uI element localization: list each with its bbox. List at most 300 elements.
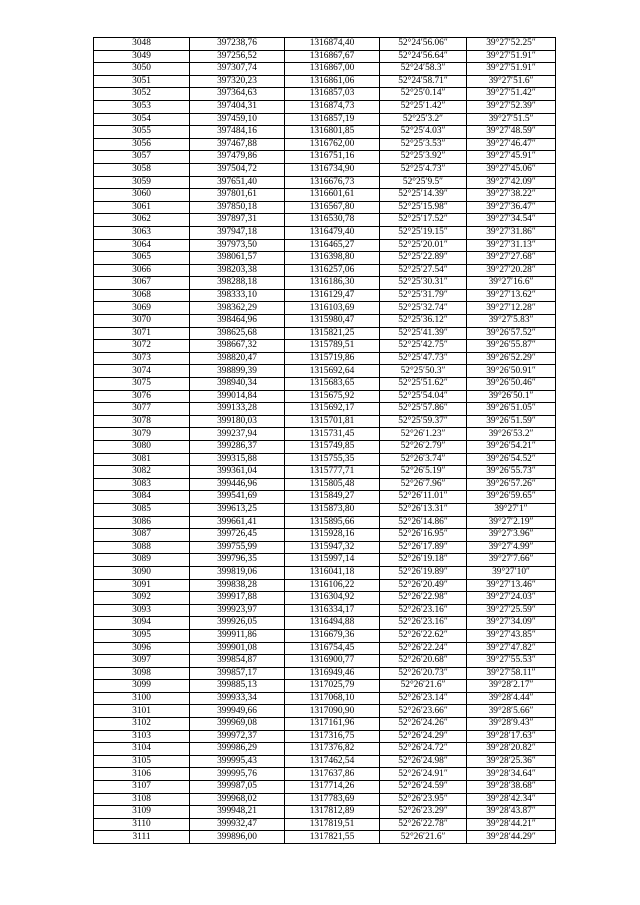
latitude-cell: 52°26′11.01″	[380, 491, 467, 504]
point-number-cell: 3108	[94, 793, 190, 806]
x-coordinate-cell: 399361,04	[190, 466, 285, 479]
point-number-cell: 3056	[94, 138, 190, 151]
point-number-cell: 3079	[94, 428, 190, 441]
latitude-cell: 52°26′23.95″	[380, 793, 467, 806]
x-coordinate-cell: 399896,00	[190, 831, 285, 844]
latitude-cell: 52°25′32.74″	[380, 302, 467, 315]
table-row	[94, 113, 556, 126]
longitude-cell: 39°28′44.29″	[467, 831, 556, 844]
latitude-cell: 52°25′54.04″	[380, 390, 467, 403]
table-row	[94, 692, 556, 705]
point-number-cell: 3077	[94, 403, 190, 416]
point-number-cell: 3070	[94, 315, 190, 328]
longitude-cell: 39°26′51.59″	[467, 415, 556, 428]
x-coordinate-cell: 399932,47	[190, 818, 285, 831]
table-row	[94, 466, 556, 479]
table-row	[94, 163, 556, 176]
longitude-cell: 39°27′4.99″	[467, 541, 556, 554]
y-coordinate-cell: 1316257,06	[285, 264, 380, 277]
x-coordinate-cell: 398288,18	[190, 277, 285, 290]
point-number-cell: 3067	[94, 277, 190, 290]
table-row	[94, 151, 556, 164]
longitude-cell: 39°27′47.82″	[467, 642, 556, 655]
x-coordinate-cell: 398061,57	[190, 252, 285, 265]
x-coordinate-cell: 397897,31	[190, 214, 285, 227]
longitude-cell: 39°28′43.87″	[467, 806, 556, 819]
point-number-cell: 3105	[94, 755, 190, 768]
y-coordinate-cell: 1316874,73	[285, 100, 380, 113]
x-coordinate-cell: 397459,10	[190, 113, 285, 126]
point-number-cell: 3098	[94, 667, 190, 680]
point-number-cell: 3051	[94, 75, 190, 88]
point-number-cell: 3092	[94, 592, 190, 605]
y-coordinate-cell: 1316186,30	[285, 277, 380, 290]
table-row	[94, 327, 556, 340]
point-number-cell: 3107	[94, 781, 190, 794]
y-coordinate-cell: 1316867,00	[285, 63, 380, 76]
y-coordinate-cell: 1317821,55	[285, 831, 380, 844]
table-row	[94, 592, 556, 605]
table-row	[94, 781, 556, 794]
x-coordinate-cell: 398625,68	[190, 327, 285, 340]
longitude-cell: 39°28′34.64″	[467, 768, 556, 781]
latitude-cell: 52°26′23.66″	[380, 705, 467, 718]
x-coordinate-cell: 399819,06	[190, 566, 285, 579]
x-coordinate-cell: 397973,50	[190, 239, 285, 252]
latitude-cell: 52°26′21.6″	[380, 680, 467, 693]
latitude-cell: 52°25′3.2″	[380, 113, 467, 126]
table-row	[94, 201, 556, 214]
point-number-cell: 3110	[94, 818, 190, 831]
y-coordinate-cell: 1317637,86	[285, 768, 380, 781]
longitude-cell: 39°28′25.36″	[467, 755, 556, 768]
latitude-cell: 52°25′14.39″	[380, 189, 467, 202]
longitude-cell: 39°27′5.83″	[467, 315, 556, 328]
x-coordinate-cell: 399854,87	[190, 655, 285, 668]
y-coordinate-cell: 1316734,90	[285, 163, 380, 176]
latitude-cell: 52°24′58.3″	[380, 63, 467, 76]
latitude-cell: 52°25′30.31″	[380, 277, 467, 290]
latitude-cell: 52°25′57.86″	[380, 403, 467, 416]
y-coordinate-cell: 1316479,40	[285, 226, 380, 239]
longitude-cell: 39°27′25.59″	[467, 604, 556, 617]
x-coordinate-cell: 399948,21	[190, 806, 285, 819]
longitude-cell: 39°27′51.91″	[467, 63, 556, 76]
latitude-cell: 52°26′23.16″	[380, 617, 467, 630]
point-number-cell: 3068	[94, 289, 190, 302]
latitude-cell: 52°25′4.03″	[380, 126, 467, 139]
latitude-cell: 52°26′19.18″	[380, 554, 467, 567]
point-number-cell: 3064	[94, 239, 190, 252]
y-coordinate-cell: 1315873,80	[285, 503, 380, 516]
y-coordinate-cell: 1316334,17	[285, 604, 380, 617]
longitude-cell: 39°27′3.96″	[467, 529, 556, 542]
longitude-cell: 39°28′38.68″	[467, 781, 556, 794]
y-coordinate-cell: 1315805,48	[285, 478, 380, 491]
latitude-cell: 52°25′1.42″	[380, 100, 467, 113]
y-coordinate-cell: 1315947,32	[285, 541, 380, 554]
point-number-cell: 3071	[94, 327, 190, 340]
y-coordinate-cell: 1315777,71	[285, 466, 380, 479]
point-number-cell: 3053	[94, 100, 190, 113]
y-coordinate-cell: 1315692,17	[285, 403, 380, 416]
y-coordinate-cell: 1316567,80	[285, 201, 380, 214]
table-row	[94, 365, 556, 378]
latitude-cell: 52°26′22.98″	[380, 592, 467, 605]
latitude-cell: 52°26′23.16″	[380, 604, 467, 617]
table-row	[94, 629, 556, 642]
x-coordinate-cell: 397256,52	[190, 50, 285, 63]
x-coordinate-cell: 399926,05	[190, 617, 285, 630]
point-number-cell: 3073	[94, 352, 190, 365]
latitude-cell: 52°25′50.3″	[380, 365, 467, 378]
y-coordinate-cell: 1315895,66	[285, 516, 380, 529]
latitude-cell: 52°26′20.49″	[380, 579, 467, 592]
y-coordinate-cell: 1317376,82	[285, 743, 380, 756]
y-coordinate-cell: 1316494,88	[285, 617, 380, 630]
x-coordinate-cell: 399315,88	[190, 453, 285, 466]
y-coordinate-cell: 1316751,16	[285, 151, 380, 164]
table-row	[94, 277, 556, 290]
point-number-cell: 3074	[94, 365, 190, 378]
latitude-cell: 52°26′16.95″	[380, 529, 467, 542]
latitude-cell: 52°25′31.79″	[380, 289, 467, 302]
point-number-cell: 3084	[94, 491, 190, 504]
point-number-cell: 3104	[94, 743, 190, 756]
table-row	[94, 566, 556, 579]
point-number-cell: 3063	[94, 226, 190, 239]
x-coordinate-cell: 397484,16	[190, 126, 285, 139]
table-row	[94, 806, 556, 819]
point-number-cell: 3102	[94, 718, 190, 731]
longitude-cell: 39°28′2.17″	[467, 680, 556, 693]
point-number-cell: 3090	[94, 566, 190, 579]
x-coordinate-cell: 399885,13	[190, 680, 285, 693]
x-coordinate-cell: 399661,41	[190, 516, 285, 529]
latitude-cell: 52°26′3.74″	[380, 453, 467, 466]
x-coordinate-cell: 398940,34	[190, 378, 285, 391]
x-coordinate-cell: 399995,43	[190, 755, 285, 768]
table-row	[94, 50, 556, 63]
longitude-cell: 39°27′31.86″	[467, 226, 556, 239]
x-coordinate-cell: 398203,38	[190, 264, 285, 277]
point-number-cell: 3055	[94, 126, 190, 139]
latitude-cell: 52°24′56.06″	[380, 38, 467, 51]
table-row	[94, 378, 556, 391]
x-coordinate-cell: 399838,28	[190, 579, 285, 592]
table-row	[94, 415, 556, 428]
x-coordinate-cell: 399180,03	[190, 415, 285, 428]
longitude-cell: 39°26′59.65″	[467, 491, 556, 504]
y-coordinate-cell: 1316601,61	[285, 189, 380, 202]
table-row	[94, 529, 556, 542]
table-row	[94, 75, 556, 88]
longitude-cell: 39°27′52.39″	[467, 100, 556, 113]
latitude-cell: 52°26′17.89″	[380, 541, 467, 554]
point-number-cell: 3078	[94, 415, 190, 428]
y-coordinate-cell: 1316304,92	[285, 592, 380, 605]
x-coordinate-cell: 399987,05	[190, 781, 285, 794]
latitude-cell: 52°25′22.89″	[380, 252, 467, 265]
longitude-cell: 39°27′34.09″	[467, 617, 556, 630]
y-coordinate-cell: 1316754,45	[285, 642, 380, 655]
y-coordinate-cell: 1315928,16	[285, 529, 380, 542]
y-coordinate-cell: 1316949,46	[285, 667, 380, 680]
y-coordinate-cell: 1315683,65	[285, 378, 380, 391]
longitude-cell: 39°27′2.19″	[467, 516, 556, 529]
point-number-cell: 3060	[94, 189, 190, 202]
latitude-cell: 52°25′9.5″	[380, 176, 467, 189]
latitude-cell: 52°26′24.98″	[380, 755, 467, 768]
table-row	[94, 655, 556, 668]
table-row	[94, 755, 556, 768]
longitude-cell: 39°26′57.52″	[467, 327, 556, 340]
point-number-cell: 3093	[94, 604, 190, 617]
longitude-cell: 39°27′51.6″	[467, 75, 556, 88]
table-row	[94, 730, 556, 743]
longitude-cell: 39°27′43.85″	[467, 629, 556, 642]
latitude-cell: 52°26′5.19″	[380, 466, 467, 479]
x-coordinate-cell: 397947,18	[190, 226, 285, 239]
point-number-cell: 3069	[94, 302, 190, 315]
longitude-cell: 39°27′27.68″	[467, 252, 556, 265]
table-row	[94, 63, 556, 76]
y-coordinate-cell: 1316679,36	[285, 629, 380, 642]
table-row	[94, 503, 556, 516]
table-row	[94, 138, 556, 151]
y-coordinate-cell: 1316465,27	[285, 239, 380, 252]
latitude-cell: 52°25′15.98″	[380, 201, 467, 214]
point-number-cell: 3103	[94, 730, 190, 743]
point-number-cell: 3091	[94, 579, 190, 592]
longitude-cell: 39°27′31.13″	[467, 239, 556, 252]
latitude-cell: 52°25′36.12″	[380, 315, 467, 328]
longitude-cell: 39°27′38.22″	[467, 189, 556, 202]
longitude-cell: 39°26′50.91″	[467, 365, 556, 378]
point-number-cell: 3100	[94, 692, 190, 705]
y-coordinate-cell: 1316801,85	[285, 126, 380, 139]
table-row	[94, 541, 556, 554]
latitude-cell: 52°25′4.73″	[380, 163, 467, 176]
longitude-cell: 39°27′34.54″	[467, 214, 556, 227]
table-row	[94, 667, 556, 680]
table-row	[94, 705, 556, 718]
x-coordinate-cell: 397651,40	[190, 176, 285, 189]
point-number-cell: 3095	[94, 629, 190, 642]
x-coordinate-cell: 397364,63	[190, 88, 285, 101]
latitude-cell: 52°26′20.73″	[380, 667, 467, 680]
latitude-cell: 52°26′24.29″	[380, 730, 467, 743]
x-coordinate-cell: 399857,17	[190, 667, 285, 680]
longitude-cell: 39°27′52.25″	[467, 38, 556, 51]
point-number-cell: 3059	[94, 176, 190, 189]
x-coordinate-cell: 398820,47	[190, 352, 285, 365]
longitude-cell: 39°26′50.46″	[467, 378, 556, 391]
longitude-cell: 39°27′16.6″	[467, 277, 556, 290]
table-row	[94, 453, 556, 466]
longitude-cell: 39°28′4.44″	[467, 692, 556, 705]
y-coordinate-cell: 1316857,03	[285, 88, 380, 101]
latitude-cell: 52°25′0.14″	[380, 88, 467, 101]
y-coordinate-cell: 1315749,85	[285, 441, 380, 454]
latitude-cell: 52°25′20.01″	[380, 239, 467, 252]
latitude-cell: 52°26′1.23″	[380, 428, 467, 441]
y-coordinate-cell: 1317812,89	[285, 806, 380, 819]
table-row	[94, 554, 556, 567]
y-coordinate-cell: 1316867,67	[285, 50, 380, 63]
x-coordinate-cell: 397404,31	[190, 100, 285, 113]
longitude-cell: 39°26′52.29″	[467, 352, 556, 365]
x-coordinate-cell: 399972,37	[190, 730, 285, 743]
longitude-cell: 39°28′42.34″	[467, 793, 556, 806]
table-row	[94, 743, 556, 756]
point-number-cell: 3057	[94, 151, 190, 164]
longitude-cell: 39°27′51.5″	[467, 113, 556, 126]
point-number-cell: 3048	[94, 38, 190, 51]
table-row	[94, 340, 556, 353]
x-coordinate-cell: 399933,34	[190, 692, 285, 705]
latitude-cell: 52°25′19.15″	[380, 226, 467, 239]
table-row	[94, 289, 556, 302]
x-coordinate-cell: 398899,39	[190, 365, 285, 378]
y-coordinate-cell: 1316676,73	[285, 176, 380, 189]
x-coordinate-cell: 399755,99	[190, 541, 285, 554]
point-number-cell: 3083	[94, 478, 190, 491]
y-coordinate-cell: 1316106,22	[285, 579, 380, 592]
coordinates-table	[93, 37, 556, 844]
table-row	[94, 252, 556, 265]
longitude-cell: 39°28′5.66″	[467, 705, 556, 718]
y-coordinate-cell: 1315692,64	[285, 365, 380, 378]
table-row	[94, 718, 556, 731]
longitude-cell: 39°26′53.2″	[467, 428, 556, 441]
x-coordinate-cell: 398464,96	[190, 315, 285, 328]
y-coordinate-cell: 1315719,86	[285, 352, 380, 365]
longitude-cell: 39°26′50.1″	[467, 390, 556, 403]
longitude-cell: 39°27′13.46″	[467, 579, 556, 592]
longitude-cell: 39°27′10″	[467, 566, 556, 579]
table-row	[94, 403, 556, 416]
latitude-cell: 52°26′2.79″	[380, 441, 467, 454]
y-coordinate-cell: 1316398,80	[285, 252, 380, 265]
latitude-cell: 52°25′47.73″	[380, 352, 467, 365]
x-coordinate-cell: 397238,76	[190, 38, 285, 51]
longitude-cell: 39°28′9.43″	[467, 718, 556, 731]
point-number-cell: 3065	[94, 252, 190, 265]
x-coordinate-cell: 397504,72	[190, 163, 285, 176]
y-coordinate-cell: 1315755,35	[285, 453, 380, 466]
y-coordinate-cell: 1317161,96	[285, 718, 380, 731]
y-coordinate-cell: 1317025,79	[285, 680, 380, 693]
point-number-cell: 3094	[94, 617, 190, 630]
table-row	[94, 579, 556, 592]
latitude-cell: 52°25′42.75″	[380, 340, 467, 353]
x-coordinate-cell: 399796,35	[190, 554, 285, 567]
y-coordinate-cell: 1316874,40	[285, 38, 380, 51]
longitude-cell: 39°26′55.87″	[467, 340, 556, 353]
y-coordinate-cell: 1316857,19	[285, 113, 380, 126]
y-coordinate-cell: 1315980,47	[285, 315, 380, 328]
x-coordinate-cell: 399286,37	[190, 441, 285, 454]
table-row	[94, 478, 556, 491]
point-number-cell: 3082	[94, 466, 190, 479]
x-coordinate-cell: 399446,96	[190, 478, 285, 491]
latitude-cell: 52°26′24.59″	[380, 781, 467, 794]
latitude-cell: 52°26′14.86″	[380, 516, 467, 529]
table-row	[94, 126, 556, 139]
y-coordinate-cell: 1316861,06	[285, 75, 380, 88]
table-row	[94, 214, 556, 227]
longitude-cell: 39°27′42.09″	[467, 176, 556, 189]
point-number-cell: 3072	[94, 340, 190, 353]
x-coordinate-cell: 399014,84	[190, 390, 285, 403]
point-number-cell: 3062	[94, 214, 190, 227]
table-row	[94, 516, 556, 529]
table-row	[94, 642, 556, 655]
y-coordinate-cell: 1316103,69	[285, 302, 380, 315]
latitude-cell: 52°26′22.78″	[380, 818, 467, 831]
y-coordinate-cell: 1317090,90	[285, 705, 380, 718]
table-row	[94, 88, 556, 101]
x-coordinate-cell: 399969,08	[190, 718, 285, 731]
table-row	[94, 818, 556, 831]
longitude-cell: 39°27′7.66″	[467, 554, 556, 567]
point-number-cell: 3050	[94, 63, 190, 76]
x-coordinate-cell: 397801,61	[190, 189, 285, 202]
x-coordinate-cell: 397479,86	[190, 151, 285, 164]
latitude-cell: 52°26′22.24″	[380, 642, 467, 655]
point-number-cell: 3089	[94, 554, 190, 567]
table-row	[94, 189, 556, 202]
longitude-cell: 39°27′13.62″	[467, 289, 556, 302]
longitude-cell: 39°27′46.47″	[467, 138, 556, 151]
longitude-cell: 39°27′45.91″	[467, 151, 556, 164]
y-coordinate-cell: 1315849,27	[285, 491, 380, 504]
latitude-cell: 52°26′20.68″	[380, 655, 467, 668]
latitude-cell: 52°25′3.92″	[380, 151, 467, 164]
longitude-cell: 39°27′58.11″	[467, 667, 556, 680]
point-number-cell: 3081	[94, 453, 190, 466]
table-row	[94, 264, 556, 277]
x-coordinate-cell: 399986,29	[190, 743, 285, 756]
longitude-cell: 39°27′51.91″	[467, 50, 556, 63]
latitude-cell: 52°26′24.26″	[380, 718, 467, 731]
y-coordinate-cell: 1315701,81	[285, 415, 380, 428]
point-number-cell: 3049	[94, 50, 190, 63]
point-number-cell: 3052	[94, 88, 190, 101]
longitude-cell: 39°28′20.82″	[467, 743, 556, 756]
table-row	[94, 604, 556, 617]
x-coordinate-cell: 399541,69	[190, 491, 285, 504]
x-coordinate-cell: 399237,94	[190, 428, 285, 441]
latitude-cell: 52°25′51.62″	[380, 378, 467, 391]
longitude-cell: 39°26′55.73″	[467, 466, 556, 479]
x-coordinate-cell: 399911,86	[190, 629, 285, 642]
point-number-cell: 3080	[94, 441, 190, 454]
point-number-cell: 3088	[94, 541, 190, 554]
longitude-cell: 39°27′20.28″	[467, 264, 556, 277]
longitude-cell: 39°27′12.28″	[467, 302, 556, 315]
y-coordinate-cell: 1317068,10	[285, 692, 380, 705]
y-coordinate-cell: 1316762,00	[285, 138, 380, 151]
x-coordinate-cell: 397467,88	[190, 138, 285, 151]
y-coordinate-cell: 1316129,47	[285, 289, 380, 302]
y-coordinate-cell: 1315675,92	[285, 390, 380, 403]
latitude-cell: 52°26′24.91″	[380, 768, 467, 781]
longitude-cell: 39°27′24.03″	[467, 592, 556, 605]
x-coordinate-cell: 399613,25	[190, 503, 285, 516]
latitude-cell: 52°26′19.89″	[380, 566, 467, 579]
